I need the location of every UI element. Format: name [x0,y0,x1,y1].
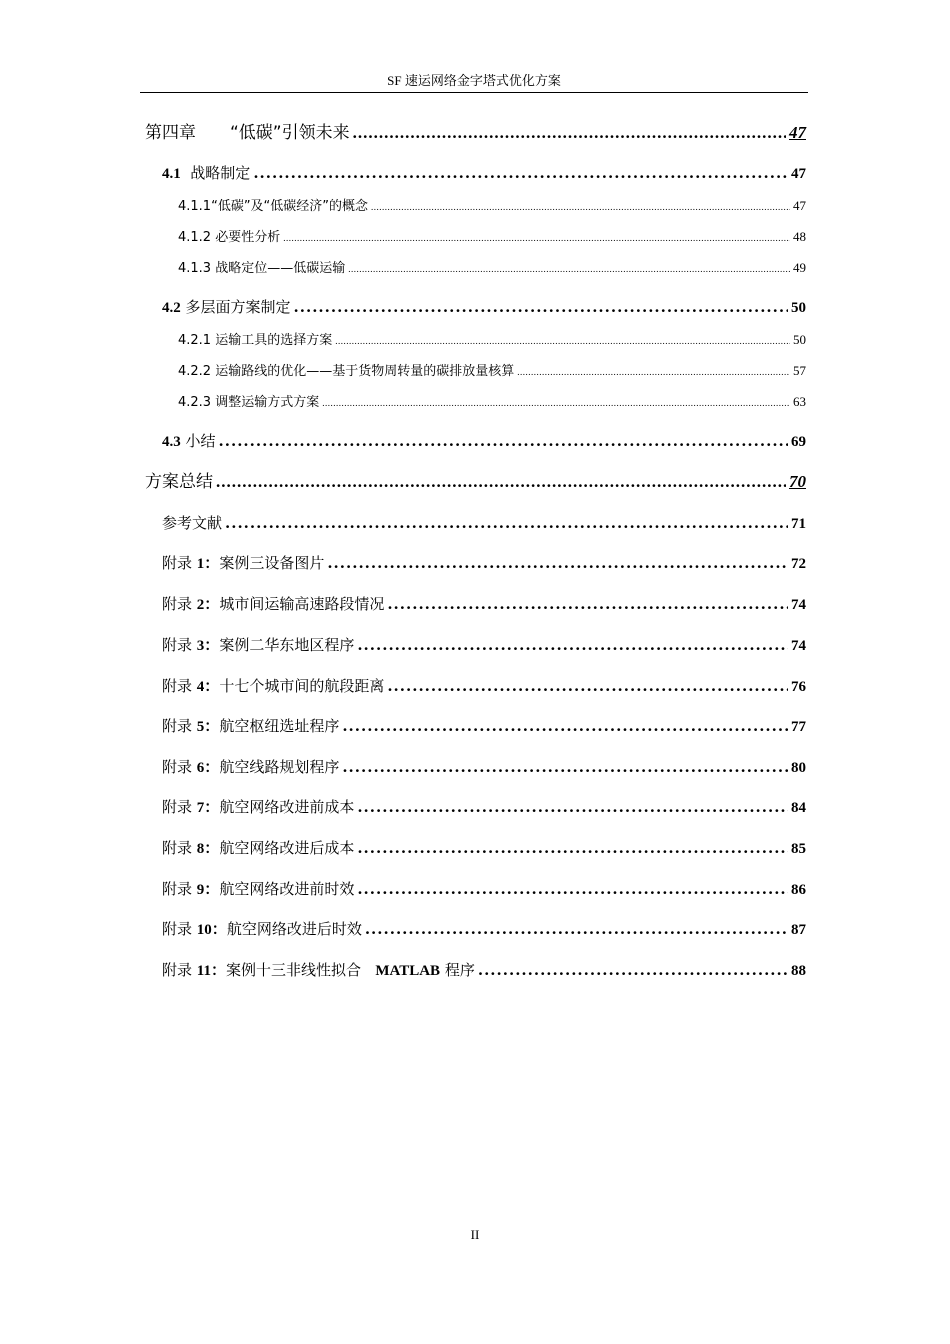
toc-page-number: 47 [791,166,806,182]
dot-leader [216,472,786,492]
toc-section-4-2[interactable] [162,296,806,317]
toc-subsection-4-1-3[interactable] [178,257,806,276]
section-number: 4.2 [162,300,181,316]
header-rule [140,92,808,93]
toc-page-number: 70 [789,472,806,491]
toc-page-number: 47 [793,198,806,213]
dot-leader [353,123,786,143]
dot-leader [283,233,790,243]
appendix-prefix: 附录 [162,920,193,938]
dot-leader [357,839,788,857]
appendix-prefix: 附录 [162,880,193,898]
appendix-prefix: 附录 [162,839,193,857]
toc-page-number: 86 [791,882,806,898]
toc-appendix-6[interactable]: 附录 6：航空线路规划程序 ..... 80 [162,756,806,777]
toc-page-number: 74 [791,597,806,613]
toc-page-number: 50 [793,332,806,347]
dot-leader [365,920,788,938]
toc-section-4-1[interactable] [162,162,806,183]
appendix-number: 6 [196,760,205,776]
dot-leader [327,554,788,572]
toc-entry-label: 城市间运输高速路段情况 [219,595,385,613]
dot-leader [322,398,790,408]
toc-entry-label: 4.1.1“低碳”及“低碳经济”的概念 [178,199,369,214]
appendix-prefix: 附录 [162,798,193,816]
dot-leader [219,432,788,450]
appendix-number: 11 [196,963,211,979]
toc-entry-label: 小结 [185,432,216,450]
toc-page-number: 48 [793,229,806,244]
toc-entry-label: 第四章 “低碳”引领未来 [145,123,350,143]
toc-page-number: 87 [791,922,806,938]
dot-leader [371,202,790,212]
toc-page-number: 80 [791,760,806,776]
toc-appendix-8[interactable]: 附录 8：航空网络改进后成本 ..... 85 [162,837,806,858]
toc-chapter-4[interactable] [145,118,806,143]
toc-page-number: 50 [791,300,806,316]
appendix-prefix: 附录 [162,758,193,776]
appendix-number: 10 [196,922,212,938]
dot-leader [517,367,790,377]
toc-appendix-2[interactable]: 附录 2：城市间运输高速路段情况 ..... 74 [162,593,806,614]
toc-appendix-4[interactable]: 附录 4：十七个城市间的航段距离 ..... 76 [162,675,806,696]
toc-page-number: 74 [791,638,806,654]
dot-leader [357,636,788,654]
dot-leader [478,961,788,979]
toc-subsection-4-2-3[interactable] [178,391,806,410]
appendix-number: 1 [196,556,205,572]
toc-page-number: 47 [789,123,806,142]
toc-appendix-9[interactable]: 附录 9：航空网络改进前时效 ..... 86 [162,878,806,899]
toc-entry-label: 4.2.2 运输路线的优化——基于货物周转量的碳排放量核算 [178,364,515,379]
toc-page-number: 72 [791,556,806,572]
appendix-prefix: 附录 [162,677,193,695]
toc-entry-label: 十七个城市间的航段距离 [219,677,385,695]
appendix-number: 4 [196,679,205,695]
toc-subsection-4-2-2[interactable] [178,360,806,379]
toc-entry-label: 航空网络改进前成本 [219,798,355,816]
toc-entry-label: 航空网络改进前时效 [219,880,355,898]
toc-page-number: 69 [791,434,806,450]
page-number: II [470,1227,480,1242]
toc-appendix-5[interactable]: 附录 5：航空枢纽选址程序 ..... 77 [162,715,806,736]
appendix-number: 3 [196,638,205,654]
appendix-number: 9 [196,882,205,898]
toc-subsection-4-2-1[interactable] [178,329,806,348]
toc-entry-label: 4.1.3 战略定位——低碳运输 [178,261,346,276]
appendix-prefix: 附录 [162,554,193,572]
toc-entry-label: 航空线路规划程序 [219,758,340,776]
toc-entry-label: 航空网络改进后成本 [219,839,355,857]
toc-page-number: 76 [791,679,806,695]
dot-leader [357,798,788,816]
toc-subsection-4-1-2[interactable] [178,226,806,245]
toc-page-number: 63 [793,394,806,409]
appendix-prefix: 附录 [162,961,193,979]
toc-page-number: 84 [791,800,806,816]
dot-leader [387,595,788,613]
toc-page-number: 71 [791,516,806,532]
dot-leader [253,164,788,182]
running-header: SF 速运网络金字塔式优化方案 [387,73,561,88]
toc-entry-label: 案例三设备图片 [219,554,325,572]
toc-entry-label: 案例十三非线性拟合 [226,961,362,979]
appendix-number: 8 [196,841,205,857]
toc-page-number: 57 [793,363,806,378]
toc-entry-label: 参考文献 [162,514,223,532]
toc-page-number: 85 [791,841,806,857]
toc-entry-label: 航空枢纽选址程序 [219,717,340,735]
toc-entry-extra: MATLAB [375,963,441,979]
dot-leader [357,880,788,898]
appendix-prefix: 附录 [162,595,193,613]
toc-appendix-3[interactable]: 附录 3：案例二华东地区程序 ..... 74 [162,634,806,655]
dot-leader [348,264,790,274]
appendix-number: 5 [196,719,205,735]
toc-entry-label: 方案总结 [145,472,213,492]
dot-leader [342,758,788,776]
dot-leader [342,717,788,735]
toc-page-number: 77 [791,719,806,735]
dot-leader [225,514,788,532]
dot-leader [387,677,788,695]
toc-appendix-1[interactable]: 附录 1：案例三设备图片 ..... 72 [162,552,806,573]
appendix-number: 2 [196,597,205,613]
appendix-prefix: 附录 [162,636,193,654]
toc-page-number: 49 [793,260,806,275]
toc-appendix-11[interactable]: 附录 11：案例十三非线性拟合 MATLAB 程序 ..... 88 [162,959,806,980]
toc-entry-label: 多层面方案制定 [185,298,291,316]
appendix-number: 7 [196,800,205,816]
toc-entry-label: 战略制定 [190,164,251,182]
dot-leader [294,298,788,316]
toc-entry-extra-after: 程序 [444,961,475,979]
toc-entry-label: 航空网络改进后时效 [226,920,362,938]
toc-summary[interactable] [145,467,806,492]
toc-appendix-10[interactable]: 附录 10：航空网络改进后时效 ..... 87 [162,918,806,939]
toc-appendix-7[interactable]: 附录 7：航空网络改进前成本 ..... 84 [162,796,806,817]
toc-entry-label: 4.2.1 运输工具的选择方案 [178,333,333,348]
toc-section-4-3[interactable] [162,430,806,451]
toc-page-number: 88 [791,963,806,979]
toc-entry-label: 4.2.3 调整运输方式方案 [178,395,320,410]
section-number: 4.3 [162,434,181,450]
toc-references[interactable] [162,512,806,533]
dot-leader [335,336,790,346]
section-number: 4.1 [162,166,181,182]
toc-entry-label: 4.1.2 必要性分析 [178,230,281,245]
appendix-prefix: 附录 [162,717,193,735]
toc-entry-label: 案例二华东地区程序 [219,636,355,654]
toc-subsection-4-1-1[interactable] [178,195,806,214]
